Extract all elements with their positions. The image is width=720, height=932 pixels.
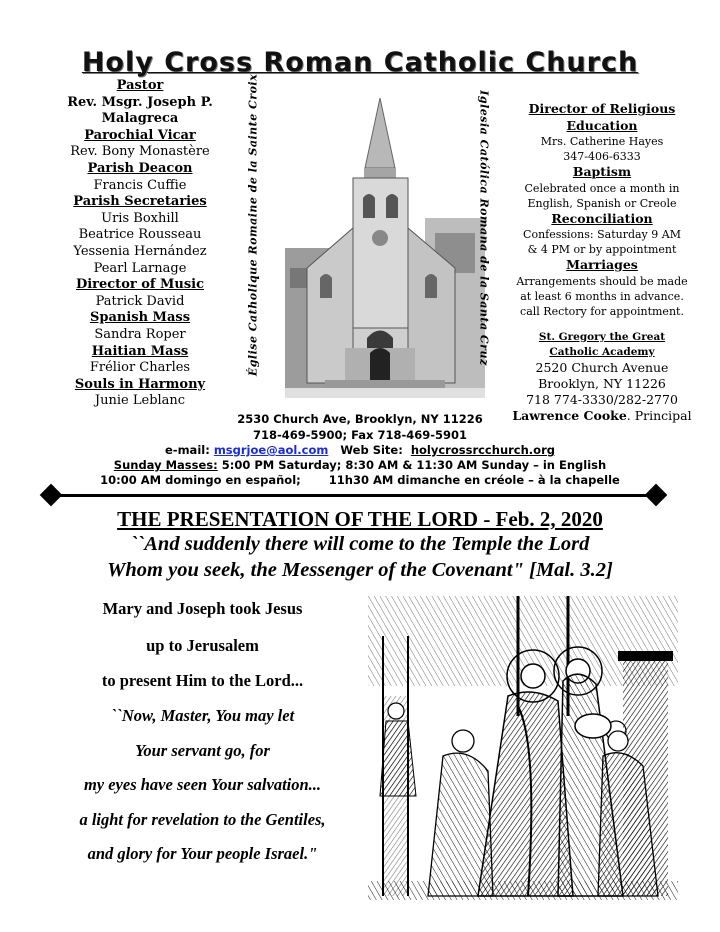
website-link[interactable]: holycrossrcchurch.org [410, 443, 555, 457]
sunday-masses-creole: 11h30 AM dimanche en créole – à la chapelle [328, 473, 620, 487]
principal-title: . Principal [626, 407, 692, 423]
pastor-name-1: Rev. Msgr. Joseph P. [67, 94, 213, 110]
staff-column [52, 78, 228, 410]
email-link[interactable]: msgrjoe@aol.com [213, 443, 329, 457]
marriages-label: Marriages [566, 257, 638, 272]
dre-phone: 347-406-6333 [563, 150, 641, 163]
secretary-name: Beatrice Rousseau [78, 227, 202, 243]
baptism-text-2: English, Spanish or Creole [527, 196, 677, 210]
feast-title: THE PRESENTATION OF THE LORD - Feb. 2, 2020 [117, 507, 603, 531]
academy-address-2: Brooklyn, NY 11226 [538, 375, 666, 391]
presentation-engraving [368, 596, 678, 900]
website-label: Web Site: [340, 443, 403, 457]
dre-label-2: Education [566, 117, 638, 133]
gospel-line: my eyes have seen Your salvation... [83, 775, 322, 794]
academy-phone: 718 774-3330/282-2770 [526, 391, 678, 407]
souls-in-harmony-label: Souls in Harmony [74, 376, 206, 392]
gospel-line: a light for revelation to the Gentiles, [79, 810, 326, 829]
dre-name: Mrs. Catherine Hayes [540, 135, 664, 148]
info-column [510, 101, 694, 424]
reconciliation-label: Reconciliation [551, 210, 653, 226]
academy-label-2: Catholic Academy [549, 345, 655, 358]
gospel-line: Mary and Joseph took Jesus [102, 599, 303, 618]
sunday-masses-line [0, 458, 720, 473]
gospel-line: up to Jerusalem [146, 636, 259, 655]
sunday-masses-label: Sunday Masses: [113, 458, 218, 472]
divider-line [50, 494, 655, 497]
reconciliation-text-2: & 4 PM or by appointment [527, 243, 677, 256]
church-illustration [285, 98, 485, 398]
church-address: 2530 Church Ave, Brooklyn, NY 11226 [237, 412, 483, 426]
academy-address-1: 2520 Church Avenue [535, 359, 669, 375]
pastor-label: Pastor [116, 78, 164, 93]
contact-line [0, 443, 720, 458]
deacon-name: Francis Cuffie [93, 177, 187, 193]
spanish-mass-label: Spanish Mass [89, 310, 191, 326]
email-label: e-mail: [165, 443, 210, 457]
baptism-label: Baptism [572, 164, 632, 179]
reconciliation-text-1: Confessions: Saturday 9 AM [523, 228, 681, 241]
principal-name: Lawrence Cooke [512, 407, 627, 423]
gospel-line: Your servant go, for [135, 741, 270, 760]
pastor-name-2: Malagreca [101, 111, 179, 127]
sunday-masses-english: 5:00 PM Saturday; 8:30 AM & 11:30 AM Sunday – in English [221, 458, 607, 472]
marriages-text-1: Arrangements should be made [516, 274, 688, 288]
feast-quote-1: ``And suddenly there will come to the Temple the Lord [130, 533, 590, 555]
haitian-mass-name: Frélior Charles [89, 360, 191, 376]
page-title: Holy Cross Roman Catholic Church [81, 47, 639, 78]
haitian-mass-label: Haitian Mass [91, 343, 189, 359]
spanish-church-name: Iglesia Católica Romana de la Santa Cruz [477, 90, 491, 366]
souls-in-harmony-name: Junie Leblanc [94, 393, 186, 409]
academy-label-1: St. Gregory the Great [538, 330, 666, 343]
baptism-text-1: Celebrated once a month in [524, 181, 680, 195]
marriages-text-3: call Rectory for appointment. [520, 304, 684, 318]
gospel-line: to present Him to the Lord... [101, 671, 304, 690]
deacon-label: Parish Deacon [87, 160, 193, 176]
vicar-name: Rev. Bony Monastère [70, 144, 210, 160]
gospel-line: ``Now, Master, You may let [110, 706, 295, 725]
sunday-masses-other [0, 473, 720, 488]
secretary-name: Uris Boxhill [101, 210, 179, 226]
secretary-name: Pearl Larnage [93, 260, 187, 276]
feast-quote-2: Whom you seek, the Messenger of the Covenant" [Mal. 3.2] [107, 559, 613, 581]
french-church-name: Église Catholique Romaine de la Sainte Croix [246, 73, 260, 377]
sunday-masses-spanish: 10:00 AM domingo en español; [100, 473, 301, 487]
dre-label-1: Director of Religious [528, 101, 676, 116]
secretaries-label: Parish Secretaries [73, 194, 207, 210]
spanish-mass-name: Sandra Roper [94, 326, 186, 342]
church-phone: 718-469-5900; Fax 718-469-5901 [252, 428, 468, 442]
marriages-text-2: at least 6 months in advance. [520, 289, 684, 303]
gospel-line: and glory for Your people Israel." [87, 844, 318, 863]
secretary-name: Yessenia Hernández [73, 243, 207, 259]
music-name: Patrick David [95, 293, 185, 309]
vicar-label: Parochial Vicar [84, 127, 196, 143]
music-label: Director of Music [75, 277, 205, 293]
